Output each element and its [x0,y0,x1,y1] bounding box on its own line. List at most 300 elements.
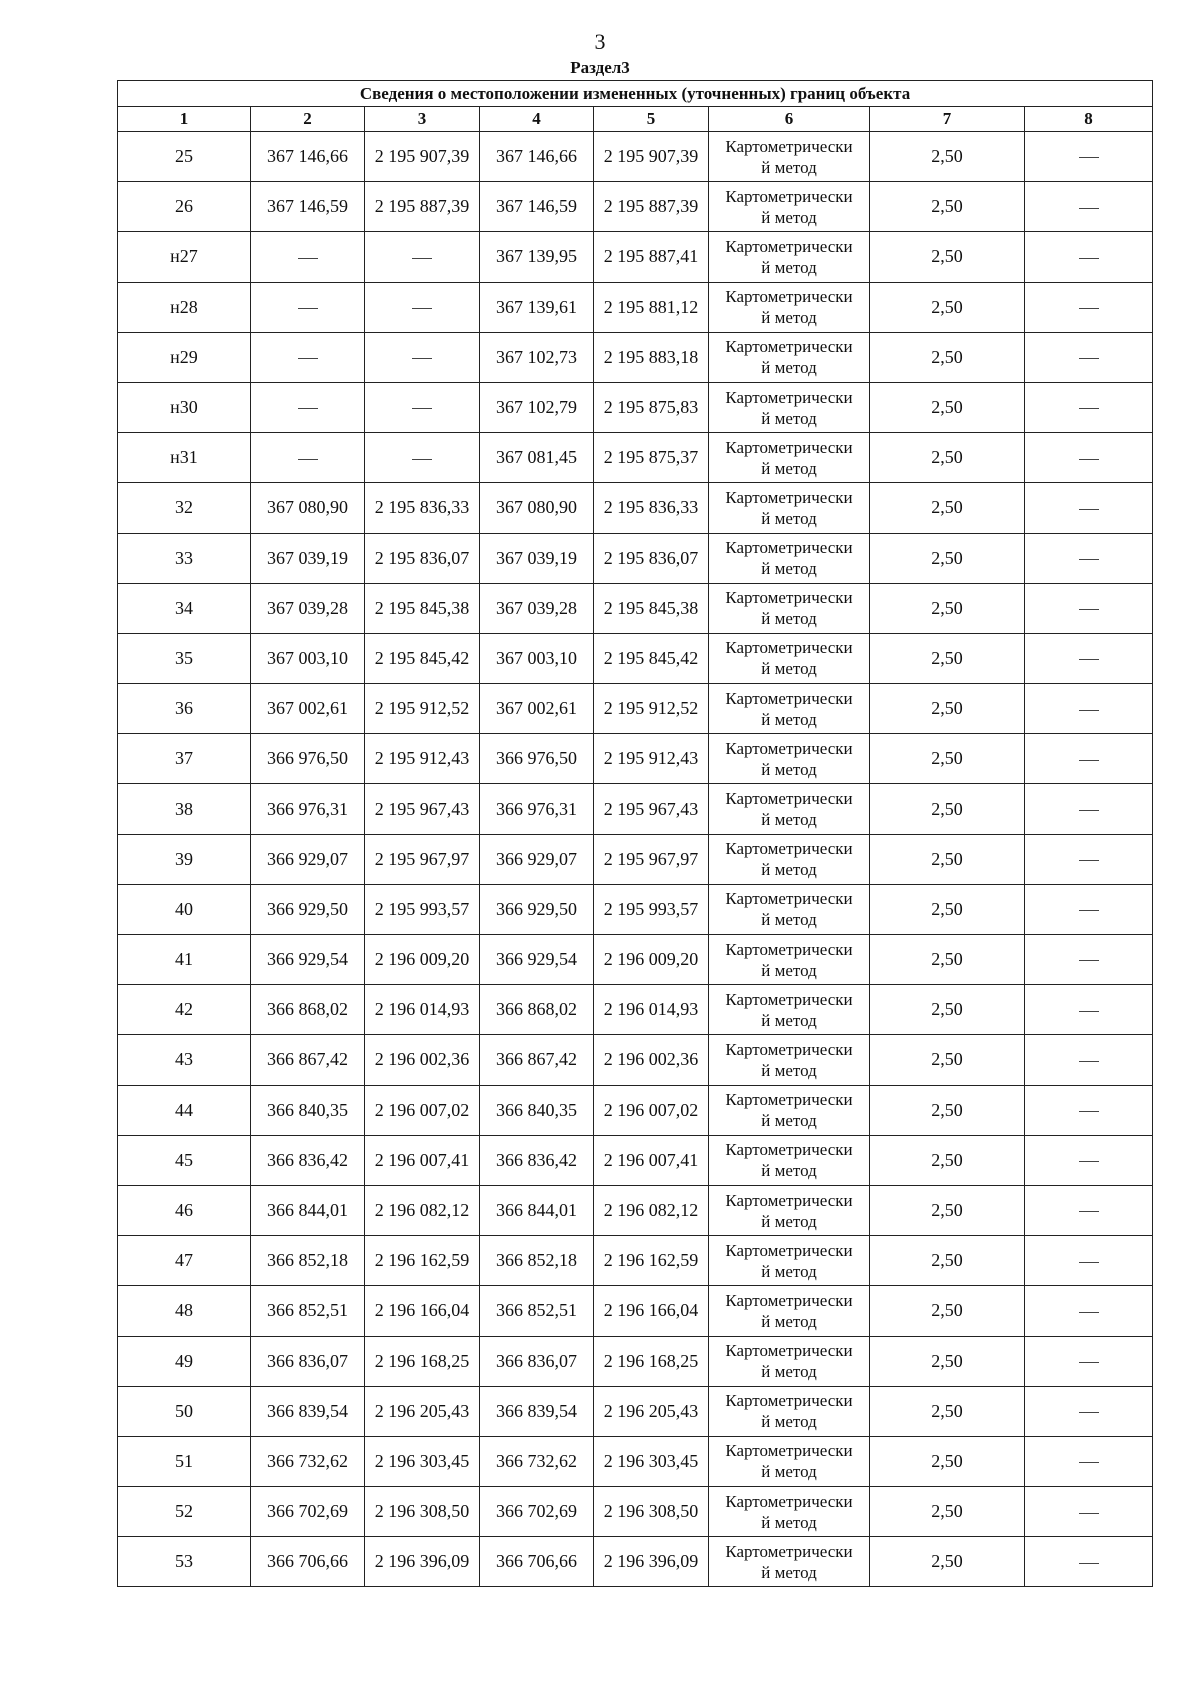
dash-mark [412,459,432,460]
table-row [118,935,1153,985]
method-cell [709,1236,870,1286]
method-cell [709,332,870,382]
method-text-line: Картометрически [725,1491,853,1511]
point-number-cell: н27 [118,232,251,282]
coordinate-cell: 366 702,69 [251,1487,365,1537]
coordinate-cell: 366 852,18 [480,1236,594,1286]
coordinate-cell: 2 195 836,07 [594,533,709,583]
point-number-cell: 43 [118,1035,251,1085]
description-cell [1025,583,1153,633]
method-text-line: Картометрически [725,186,853,206]
description-cell [1025,1185,1153,1235]
method-text-line: й метод [761,408,817,428]
method-text-line: й метод [761,358,817,378]
dash-mark [1079,308,1099,309]
method-text-line: й метод [761,1060,817,1080]
accuracy-cell: 2,50 [870,182,1025,232]
method-text-line: й метод [761,810,817,830]
accuracy-cell: 2,50 [870,483,1025,533]
coordinate-cell: 2 196 082,12 [594,1185,709,1235]
coordinate-cell: 2 195 845,38 [594,583,709,633]
dash-mark [1079,208,1099,209]
coordinate-cell: 367 039,19 [251,533,365,583]
coordinate-cell: 2 196 303,45 [365,1436,480,1486]
description-cell [1025,132,1153,182]
coordinate-cell: 366 839,54 [251,1386,365,1436]
description-cell [1025,1487,1153,1537]
coordinate-cell: 367 102,73 [480,332,594,382]
dash-mark [1079,810,1099,811]
table-row [118,232,1153,282]
coordinate-cell: 2 195 967,97 [365,834,480,884]
accuracy-cell: 2,50 [870,1085,1025,1135]
table-row [118,1336,1153,1386]
method-text-line: Картометрически [725,939,853,959]
coordinate-cell: 2 195 887,39 [365,182,480,232]
coordinate-cell [365,232,480,282]
dash-mark [1079,659,1099,660]
coordinate-cell: 2 195 875,37 [594,433,709,483]
method-text-line: й метод [761,559,817,579]
coordinate-cell: 2 196 162,59 [365,1236,480,1286]
table-row [118,382,1153,432]
point-number-cell: 53 [118,1537,251,1587]
coordinate-cell: 2 196 162,59 [594,1236,709,1286]
coordinate-cell: 367 146,66 [480,132,594,182]
coordinate-cell: 366 836,07 [251,1336,365,1386]
method-text-line: й метод [761,910,817,930]
method-text-line: Картометрически [725,1140,853,1160]
coordinate-cell: 2 195 907,39 [365,132,480,182]
dash-mark [1079,509,1099,510]
coordinate-cell: 366 867,42 [480,1035,594,1085]
coordinate-cell [251,382,365,432]
coordinate-cell: 2 195 887,41 [594,232,709,282]
coordinate-cell: 2 195 967,43 [594,784,709,834]
dash-mark [412,258,432,259]
method-text-line: й метод [761,1010,817,1030]
method-cell [709,935,870,985]
coordinate-cell: 2 196 168,25 [365,1336,480,1386]
dash-mark [1079,408,1099,409]
coordinate-cell: 2 196 007,02 [594,1085,709,1135]
accuracy-cell: 2,50 [870,935,1025,985]
dash-mark [298,358,318,359]
table-row [118,884,1153,934]
dash-mark [298,308,318,309]
accuracy-cell: 2,50 [870,1386,1025,1436]
method-text-line: й метод [761,1161,817,1181]
coordinate-cell: 367 146,59 [251,182,365,232]
table-row [118,483,1153,533]
method-text-line: Картометрически [725,1240,853,1260]
description-cell [1025,1035,1153,1085]
point-number-cell: 47 [118,1236,251,1286]
accuracy-cell: 2,50 [870,684,1025,734]
table-row [118,633,1153,683]
coordinate-cell: 366 929,07 [251,834,365,884]
method-cell [709,583,870,633]
point-number-cell: 52 [118,1487,251,1537]
coordinate-cell: 366 732,62 [251,1436,365,1486]
method-cell [709,1085,870,1135]
coordinate-cell: 367 080,90 [480,483,594,533]
method-text-line: Картометрически [725,136,853,156]
dash-mark [1079,710,1099,711]
coordinate-cell: 2 195 845,42 [365,633,480,683]
column-number: 1 [118,107,251,132]
point-number-cell: 42 [118,985,251,1035]
coordinate-cell: 2 195 967,43 [365,784,480,834]
method-cell [709,1286,870,1336]
method-cell [709,232,870,282]
coordinate-cell: 367 146,66 [251,132,365,182]
table-row [118,433,1153,483]
description-cell [1025,533,1153,583]
method-text-line: Картометрически [725,1541,853,1561]
accuracy-cell: 2,50 [870,232,1025,282]
accuracy-cell: 2,50 [870,985,1025,1035]
coordinate-cell [365,382,480,432]
method-text-line: й метод [761,759,817,779]
column-number: 6 [709,107,870,132]
method-text-line: Картометрически [725,437,853,457]
dash-mark [1079,1462,1099,1463]
dash-mark [1079,1061,1099,1062]
coordinate-cell [251,282,365,332]
coordinate-cell [365,282,480,332]
point-number-cell: 37 [118,734,251,784]
method-text-line: Картометрически [725,738,853,758]
method-text-line: й метод [761,1261,817,1281]
column-number: 5 [594,107,709,132]
coordinate-cell: 2 195 836,33 [365,483,480,533]
method-text-line: Картометрически [725,989,853,1009]
method-text-line: Картометрически [725,236,853,256]
coordinate-cell: 366 840,35 [251,1085,365,1135]
point-number-cell: 26 [118,182,251,232]
coordinate-cell: 2 196 002,36 [365,1035,480,1085]
coordinate-cell: 2 196 082,12 [365,1185,480,1235]
coordinate-cell [365,332,480,382]
coordinate-cell: 366 867,42 [251,1035,365,1085]
point-number-cell: н29 [118,332,251,382]
column-number: 3 [365,107,480,132]
accuracy-cell: 2,50 [870,834,1025,884]
method-text-line: Картометрически [725,1341,853,1361]
coordinate-cell: 366 706,66 [480,1537,594,1587]
coordinate-cell: 366 706,66 [251,1537,365,1587]
method-cell [709,132,870,182]
coordinate-cell: 366 929,07 [480,834,594,884]
method-text-line: Картометрически [725,487,853,507]
description-cell [1025,433,1153,483]
coordinate-cell: 2 196 308,50 [594,1487,709,1537]
method-cell [709,483,870,533]
dash-mark [1079,1211,1099,1212]
method-text-line: й метод [761,1362,817,1382]
coordinate-cell: 2 195 993,57 [365,884,480,934]
method-cell [709,633,870,683]
table-row [118,1135,1153,1185]
table-row [118,533,1153,583]
point-number-cell: 25 [118,132,251,182]
method-text-line: й метод [761,308,817,328]
point-number-cell: 45 [118,1135,251,1185]
method-text-line: Картометрически [725,538,853,558]
dash-mark [1079,559,1099,560]
table-row [118,1286,1153,1336]
dash-mark [1079,1161,1099,1162]
coordinate-cell: 2 195 887,39 [594,182,709,232]
accuracy-cell: 2,50 [870,1236,1025,1286]
table-title: Сведения о местоположении измененных (уточненных) границ объекта [118,81,1153,107]
description-cell [1025,734,1153,784]
coordinate-cell: 2 196 007,02 [365,1085,480,1135]
description-cell [1025,884,1153,934]
method-text-line: Картометрически [725,287,853,307]
table-row [118,282,1153,332]
dash-mark [1079,910,1099,911]
dash-mark [1079,358,1099,359]
dash-mark [1079,258,1099,259]
coordinate-cell: 367 039,28 [251,583,365,633]
method-cell [709,1386,870,1436]
method-text-line: Картометрически [725,1190,853,1210]
method-text-line: й метод [761,960,817,980]
point-number-cell: н28 [118,282,251,332]
method-text-line: Картометрически [725,1090,853,1110]
method-text-line: Картометрически [725,588,853,608]
coordinate-cell: 366 976,31 [480,784,594,834]
column-number: 8 [1025,107,1153,132]
section-label: Раздел3 [570,58,630,77]
method-text-line: Картометрически [725,1039,853,1059]
point-number-cell: 35 [118,633,251,683]
description-cell [1025,1336,1153,1386]
coordinate-cell: 2 196 009,20 [594,935,709,985]
description-cell [1025,232,1153,282]
coordinate-cell: 366 852,51 [480,1286,594,1336]
coordinate-cell: 2 195 967,97 [594,834,709,884]
method-text-line: Картометрически [725,337,853,357]
point-number-cell: н30 [118,382,251,432]
method-cell [709,1185,870,1235]
method-text-line: Картометрически [725,387,853,407]
point-number-cell: н31 [118,433,251,483]
description-cell [1025,483,1153,533]
coordinate-cell: 2 196 014,93 [365,985,480,1035]
dash-mark [412,308,432,309]
method-text-line: й метод [761,1512,817,1532]
coordinate-cell: 366 929,50 [251,884,365,934]
coordinate-cell: 2 195 883,18 [594,332,709,382]
coordinate-cell: 367 002,61 [251,684,365,734]
method-text-line: й метод [761,1111,817,1131]
description-cell [1025,784,1153,834]
coordinate-cell: 367 081,45 [480,433,594,483]
coordinate-cell: 2 195 845,38 [365,583,480,633]
method-text-line: Картометрически [725,839,853,859]
coordinate-cell: 2 195 907,39 [594,132,709,182]
accuracy-cell: 2,50 [870,132,1025,182]
point-number-cell: 39 [118,834,251,884]
coordinate-cell: 367 139,95 [480,232,594,282]
coordinate-cell: 2 196 007,41 [594,1135,709,1185]
coordinate-cell: 367 003,10 [251,633,365,683]
description-cell [1025,935,1153,985]
coordinate-cell: 367 039,19 [480,533,594,583]
coordinate-cell: 2 196 308,50 [365,1487,480,1537]
dash-mark [1079,1262,1099,1263]
description-cell [1025,1135,1153,1185]
table-row [118,1035,1153,1085]
coordinate-cell: 366 840,35 [480,1085,594,1135]
method-text-line: Картометрически [725,1441,853,1461]
method-text-line: й метод [761,458,817,478]
method-text-line: й метод [761,860,817,880]
accuracy-cell: 2,50 [870,734,1025,784]
accuracy-cell: 2,50 [870,1185,1025,1235]
point-number-cell: 48 [118,1286,251,1336]
description-cell [1025,282,1153,332]
accuracy-cell: 2,50 [870,332,1025,382]
coordinate-cell: 367 139,61 [480,282,594,332]
dash-mark [412,408,432,409]
accuracy-cell: 2,50 [870,1336,1025,1386]
coordinate-cell: 366 844,01 [480,1185,594,1235]
accuracy-cell: 2,50 [870,784,1025,834]
description-cell [1025,182,1153,232]
coordinate-cell: 2 196 396,09 [594,1537,709,1587]
coordinate-cell: 2 196 009,20 [365,935,480,985]
coordinate-cell: 367 039,28 [480,583,594,633]
coordinate-cell: 2 196 166,04 [365,1286,480,1336]
description-cell [1025,1436,1153,1486]
description-cell [1025,1286,1153,1336]
method-cell [709,684,870,734]
coordinate-cell: 367 002,61 [480,684,594,734]
dash-mark [412,358,432,359]
coordinate-cell: 367 080,90 [251,483,365,533]
table-row [118,332,1153,382]
coordinate-cell: 366 976,31 [251,784,365,834]
dash-mark [1079,1111,1099,1112]
method-text-line: й метод [761,157,817,177]
method-text-line: й метод [761,1412,817,1432]
accuracy-cell: 2,50 [870,533,1025,583]
method-text-line: й метод [761,508,817,528]
coordinate-cell: 2 196 168,25 [594,1336,709,1386]
point-number-cell: 34 [118,583,251,633]
dash-mark [1079,157,1099,158]
dash-mark [1079,1362,1099,1363]
table-row [118,1487,1153,1537]
point-number-cell: 50 [118,1386,251,1436]
table-row [118,1236,1153,1286]
method-text-line: Картометрически [725,789,853,809]
point-number-cell: 49 [118,1336,251,1386]
method-text-line: й метод [761,709,817,729]
dash-mark [1079,1513,1099,1514]
coordinate-cell: 2 195 912,52 [594,684,709,734]
coordinate-cell: 366 929,54 [251,935,365,985]
dash-mark [1079,860,1099,861]
accuracy-cell: 2,50 [870,583,1025,633]
accuracy-cell: 2,50 [870,382,1025,432]
method-text-line: й метод [761,1211,817,1231]
method-cell [709,182,870,232]
method-cell [709,985,870,1035]
coordinate-cell: 366 844,01 [251,1185,365,1235]
method-cell [709,1035,870,1085]
coordinate-cell: 2 196 205,43 [365,1386,480,1436]
coordinate-cell: 366 836,07 [480,1336,594,1386]
method-cell [709,834,870,884]
method-text-line: Картометрически [725,638,853,658]
column-number: 7 [870,107,1025,132]
coordinate-cell: 2 196 205,43 [594,1386,709,1436]
coordinate-cell: 2 195 912,43 [594,734,709,784]
coordinate-cell: 2 195 845,42 [594,633,709,683]
coordinate-cell: 366 868,02 [480,985,594,1035]
coordinate-cell: 2 196 396,09 [365,1537,480,1587]
point-number-cell: 38 [118,784,251,834]
method-text-line: й метод [761,207,817,227]
dash-mark [298,459,318,460]
accuracy-cell: 2,50 [870,633,1025,683]
method-text-line: й метод [761,609,817,629]
accuracy-cell: 2,50 [870,282,1025,332]
method-cell [709,1336,870,1386]
accuracy-cell: 2,50 [870,1537,1025,1587]
method-cell [709,282,870,332]
description-cell [1025,834,1153,884]
table-row [118,985,1153,1035]
accuracy-cell: 2,50 [870,1035,1025,1085]
method-text-line: й метод [761,659,817,679]
method-text-line: Картометрически [725,889,853,909]
coordinate-cell: 366 836,42 [251,1135,365,1185]
coordinate-cell: 2 196 007,41 [365,1135,480,1185]
coordinate-cell: 366 839,54 [480,1386,594,1436]
description-cell [1025,332,1153,382]
coordinate-cell: 2 195 875,83 [594,382,709,432]
table-row [118,132,1153,182]
coordinate-cell: 367 003,10 [480,633,594,683]
point-number-cell: 44 [118,1085,251,1135]
method-text-line: Картометрически [725,1391,853,1411]
coordinate-cell: 366 852,51 [251,1286,365,1336]
table-row [118,1537,1153,1587]
coordinate-cell: 366 852,18 [251,1236,365,1286]
method-cell [709,1436,870,1486]
accuracy-cell: 2,50 [870,884,1025,934]
dash-mark [1079,1011,1099,1012]
method-cell [709,533,870,583]
dash-mark [1079,459,1099,460]
table-row [118,684,1153,734]
method-cell [709,884,870,934]
coordinate-cell: 367 102,79 [480,382,594,432]
table-row [118,734,1153,784]
method-cell [709,1487,870,1537]
coordinate-cell: 366 929,54 [480,935,594,985]
point-number-cell: 51 [118,1436,251,1486]
coordinate-cell: 366 836,42 [480,1135,594,1185]
description-cell [1025,382,1153,432]
table-row [118,1386,1153,1436]
